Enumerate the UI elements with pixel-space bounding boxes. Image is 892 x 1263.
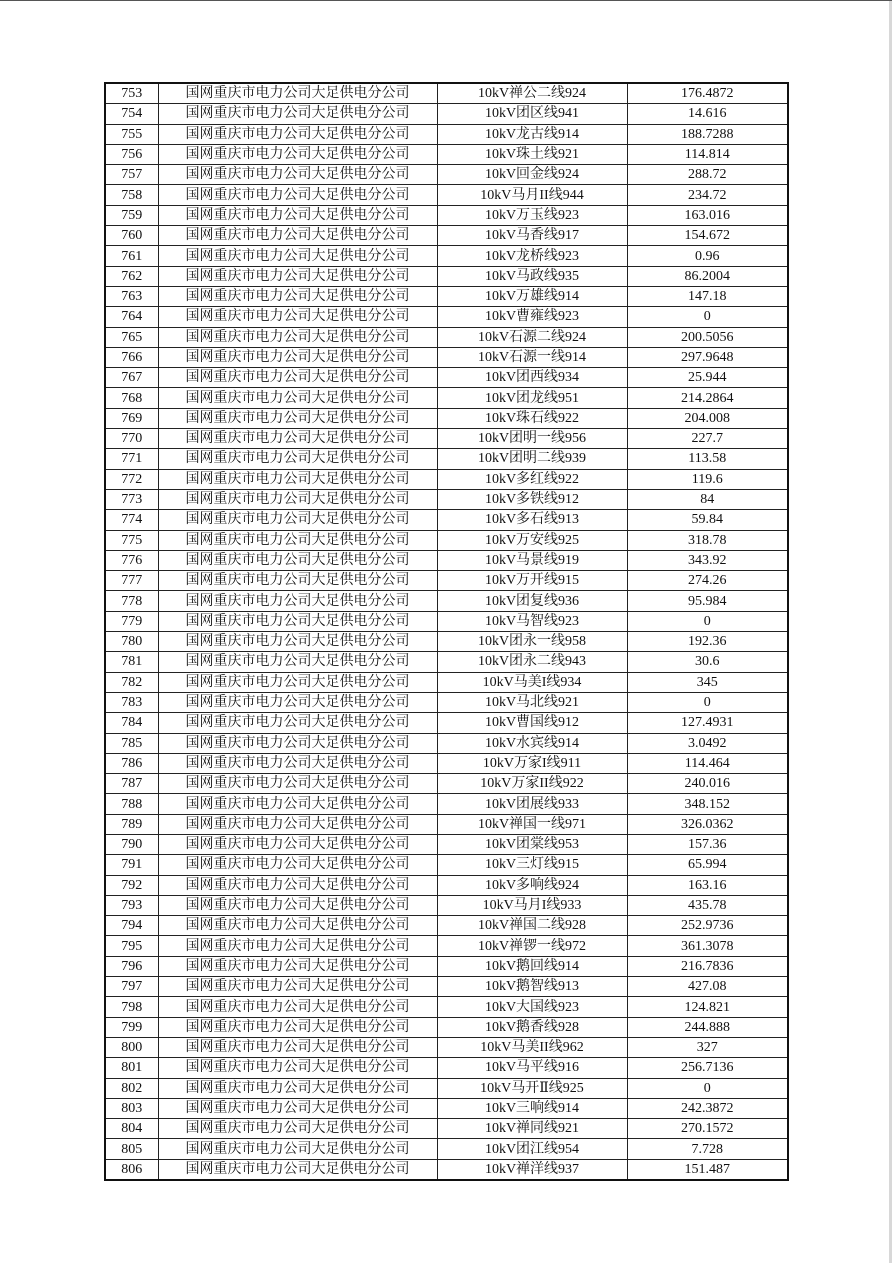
row-number-cell: 783 xyxy=(105,692,158,712)
company-name-cell: 国网重庆市电力公司大足供电分公司 xyxy=(158,408,437,428)
row-number-cell: 798 xyxy=(105,997,158,1017)
table-row xyxy=(105,307,788,327)
value-cell: 14.616 xyxy=(627,104,788,124)
line-name-cell: 10kV多铁线912 xyxy=(437,489,627,509)
line-name-cell: 10kV团棠线953 xyxy=(437,834,627,854)
line-name-cell: 10kV珠石线922 xyxy=(437,408,627,428)
company-name-cell: 国网重庆市电力公司大足供电分公司 xyxy=(158,632,437,652)
line-name-cell: 10kV龙古线914 xyxy=(437,124,627,144)
row-number-cell: 802 xyxy=(105,1078,158,1098)
value-cell: 147.18 xyxy=(627,286,788,306)
value-cell: 252.9736 xyxy=(627,916,788,936)
line-name-cell: 10kV马美II线962 xyxy=(437,1037,627,1057)
table-row xyxy=(105,550,788,570)
line-name-cell: 10kV团永一线958 xyxy=(437,632,627,652)
row-number-cell: 769 xyxy=(105,408,158,428)
line-name-cell: 10kV多石线913 xyxy=(437,510,627,530)
table-body xyxy=(105,83,788,1180)
line-name-cell: 10kV马美I线934 xyxy=(437,672,627,692)
row-number-cell: 794 xyxy=(105,916,158,936)
row-number-cell: 788 xyxy=(105,794,158,814)
value-cell: 7.728 xyxy=(627,1139,788,1159)
line-name-cell: 10kV团龙线951 xyxy=(437,388,627,408)
value-cell: 25.944 xyxy=(627,368,788,388)
row-number-cell: 785 xyxy=(105,733,158,753)
line-name-cell: 10kV水宾线914 xyxy=(437,733,627,753)
line-name-cell: 10kV团复线936 xyxy=(437,591,627,611)
company-name-cell: 国网重庆市电力公司大足供电分公司 xyxy=(158,368,437,388)
company-name-cell: 国网重庆市电力公司大足供电分公司 xyxy=(158,936,437,956)
company-name-cell: 国网重庆市电力公司大足供电分公司 xyxy=(158,855,437,875)
table-row xyxy=(105,774,788,794)
value-cell: 59.84 xyxy=(627,510,788,530)
table-row xyxy=(105,530,788,550)
row-number-cell: 768 xyxy=(105,388,158,408)
table-row xyxy=(105,266,788,286)
company-name-cell: 国网重庆市电力公司大足供电分公司 xyxy=(158,794,437,814)
table-row xyxy=(105,408,788,428)
line-name-cell: 10kV马景线919 xyxy=(437,550,627,570)
row-number-cell: 805 xyxy=(105,1139,158,1159)
row-number-cell: 795 xyxy=(105,936,158,956)
table-row xyxy=(105,368,788,388)
data-table xyxy=(104,82,789,1181)
line-name-cell: 10kV马月I线933 xyxy=(437,895,627,915)
value-cell: 176.4872 xyxy=(627,83,788,104)
company-name-cell: 国网重庆市电力公司大足供电分公司 xyxy=(158,733,437,753)
table-row xyxy=(105,713,788,733)
table-row xyxy=(105,124,788,144)
company-name-cell: 国网重庆市电力公司大足供电分公司 xyxy=(158,611,437,631)
company-name-cell: 国网重庆市电力公司大足供电分公司 xyxy=(158,226,437,246)
company-name-cell: 国网重庆市电力公司大足供电分公司 xyxy=(158,713,437,733)
line-name-cell: 10kV万安线925 xyxy=(437,530,627,550)
company-name-cell: 国网重庆市电力公司大足供电分公司 xyxy=(158,205,437,225)
table-row xyxy=(105,185,788,205)
value-cell: 274.26 xyxy=(627,571,788,591)
value-cell: 214.2864 xyxy=(627,388,788,408)
company-name-cell: 国网重庆市电力公司大足供电分公司 xyxy=(158,834,437,854)
row-number-cell: 767 xyxy=(105,368,158,388)
value-cell: 188.7288 xyxy=(627,124,788,144)
line-name-cell: 10kV马平线916 xyxy=(437,1058,627,1078)
table-row xyxy=(105,1119,788,1139)
company-name-cell: 国网重庆市电力公司大足供电分公司 xyxy=(158,571,437,591)
row-number-cell: 771 xyxy=(105,449,158,469)
company-name-cell: 国网重庆市电力公司大足供电分公司 xyxy=(158,429,437,449)
table-row xyxy=(105,672,788,692)
row-number-cell: 772 xyxy=(105,469,158,489)
table-row xyxy=(105,834,788,854)
line-name-cell: 10kV曹国线912 xyxy=(437,713,627,733)
line-name-cell: 10kV万家II线922 xyxy=(437,774,627,794)
value-cell: 163.16 xyxy=(627,875,788,895)
row-number-cell: 763 xyxy=(105,286,158,306)
value-cell: 154.672 xyxy=(627,226,788,246)
value-cell: 3.0492 xyxy=(627,733,788,753)
company-name-cell: 国网重庆市电力公司大足供电分公司 xyxy=(158,144,437,164)
company-name-cell: 国网重庆市电力公司大足供电分公司 xyxy=(158,916,437,936)
company-name-cell: 国网重庆市电力公司大足供电分公司 xyxy=(158,692,437,712)
value-cell: 343.92 xyxy=(627,550,788,570)
row-number-cell: 780 xyxy=(105,632,158,652)
line-name-cell: 10kV禅锣一线972 xyxy=(437,936,627,956)
line-name-cell: 10kV龙桥线923 xyxy=(437,246,627,266)
line-name-cell: 10kV石源一线914 xyxy=(437,347,627,367)
row-number-cell: 791 xyxy=(105,855,158,875)
value-cell: 244.888 xyxy=(627,1017,788,1037)
value-cell: 348.152 xyxy=(627,794,788,814)
company-name-cell: 国网重庆市电力公司大足供电分公司 xyxy=(158,753,437,773)
value-cell: 297.9648 xyxy=(627,347,788,367)
row-number-cell: 781 xyxy=(105,652,158,672)
line-name-cell: 10kV团明一线956 xyxy=(437,429,627,449)
line-name-cell: 10kV马开Ⅱ线925 xyxy=(437,1078,627,1098)
row-number-cell: 797 xyxy=(105,977,158,997)
table-row xyxy=(105,83,788,104)
company-name-cell: 国网重庆市电力公司大足供电分公司 xyxy=(158,977,437,997)
line-name-cell: 10kV马政线935 xyxy=(437,266,627,286)
row-number-cell: 765 xyxy=(105,327,158,347)
table-row xyxy=(105,388,788,408)
value-cell: 30.6 xyxy=(627,652,788,672)
value-cell: 124.821 xyxy=(627,997,788,1017)
table-row xyxy=(105,895,788,915)
company-name-cell: 国网重庆市电力公司大足供电分公司 xyxy=(158,1037,437,1057)
table-row xyxy=(105,916,788,936)
value-cell: 270.1572 xyxy=(627,1119,788,1139)
line-name-cell: 10kV万家I线911 xyxy=(437,753,627,773)
line-name-cell: 10kV大国线923 xyxy=(437,997,627,1017)
row-number-cell: 760 xyxy=(105,226,158,246)
company-name-cell: 国网重庆市电力公司大足供电分公司 xyxy=(158,814,437,834)
line-name-cell: 10kV万开线915 xyxy=(437,571,627,591)
row-number-cell: 758 xyxy=(105,185,158,205)
line-name-cell: 10kV三响线914 xyxy=(437,1098,627,1118)
value-cell: 0.96 xyxy=(627,246,788,266)
value-cell: 0 xyxy=(627,1078,788,1098)
value-cell: 113.58 xyxy=(627,449,788,469)
row-number-cell: 792 xyxy=(105,875,158,895)
value-cell: 234.72 xyxy=(627,185,788,205)
table-row xyxy=(105,1139,788,1159)
table-row xyxy=(105,1037,788,1057)
table-row xyxy=(105,814,788,834)
row-number-cell: 787 xyxy=(105,774,158,794)
line-name-cell: 10kV团西线934 xyxy=(437,368,627,388)
row-number-cell: 762 xyxy=(105,266,158,286)
company-name-cell: 国网重庆市电力公司大足供电分公司 xyxy=(158,246,437,266)
value-cell: 204.008 xyxy=(627,408,788,428)
value-cell: 256.7136 xyxy=(627,1058,788,1078)
value-cell: 192.36 xyxy=(627,632,788,652)
line-name-cell: 10kV马月II线944 xyxy=(437,185,627,205)
company-name-cell: 国网重庆市电力公司大足供电分公司 xyxy=(158,185,437,205)
company-name-cell: 国网重庆市电力公司大足供电分公司 xyxy=(158,165,437,185)
table-row xyxy=(105,226,788,246)
value-cell: 0 xyxy=(627,692,788,712)
value-cell: 157.36 xyxy=(627,834,788,854)
line-name-cell: 10kV回金线924 xyxy=(437,165,627,185)
value-cell: 326.0362 xyxy=(627,814,788,834)
line-name-cell: 10kV曹雍线923 xyxy=(437,307,627,327)
table-row xyxy=(105,104,788,124)
line-name-cell: 10kV万玉线923 xyxy=(437,205,627,225)
company-name-cell: 国网重庆市电力公司大足供电分公司 xyxy=(158,530,437,550)
company-name-cell: 国网重庆市电力公司大足供电分公司 xyxy=(158,469,437,489)
value-cell: 240.016 xyxy=(627,774,788,794)
company-name-cell: 国网重庆市电力公司大足供电分公司 xyxy=(158,1017,437,1037)
table-row xyxy=(105,875,788,895)
line-name-cell: 10kV团明二线939 xyxy=(437,449,627,469)
line-name-cell: 10kV石源二线924 xyxy=(437,327,627,347)
table-row xyxy=(105,144,788,164)
table-row xyxy=(105,1078,788,1098)
table-row xyxy=(105,936,788,956)
row-number-cell: 770 xyxy=(105,429,158,449)
line-name-cell: 10kV珠土线921 xyxy=(437,144,627,164)
row-number-cell: 784 xyxy=(105,713,158,733)
company-name-cell: 国网重庆市电力公司大足供电分公司 xyxy=(158,347,437,367)
table-row xyxy=(105,246,788,266)
value-cell: 163.016 xyxy=(627,205,788,225)
value-cell: 200.5056 xyxy=(627,327,788,347)
value-cell: 127.4931 xyxy=(627,713,788,733)
line-name-cell: 10kV鹅回线914 xyxy=(437,956,627,976)
value-cell: 288.72 xyxy=(627,165,788,185)
company-name-cell: 国网重庆市电力公司大足供电分公司 xyxy=(158,956,437,976)
table-row xyxy=(105,489,788,509)
company-name-cell: 国网重庆市电力公司大足供电分公司 xyxy=(158,1058,437,1078)
row-number-cell: 775 xyxy=(105,530,158,550)
company-name-cell: 国网重庆市电力公司大足供电分公司 xyxy=(158,550,437,570)
company-name-cell: 国网重庆市电力公司大足供电分公司 xyxy=(158,124,437,144)
table-row xyxy=(105,327,788,347)
value-cell: 361.3078 xyxy=(627,936,788,956)
company-name-cell: 国网重庆市电力公司大足供电分公司 xyxy=(158,1098,437,1118)
table-row xyxy=(105,977,788,997)
value-cell: 114.464 xyxy=(627,753,788,773)
line-name-cell: 10kV马智线923 xyxy=(437,611,627,631)
line-name-cell: 10kV多响线924 xyxy=(437,875,627,895)
company-name-cell: 国网重庆市电力公司大足供电分公司 xyxy=(158,1159,437,1180)
row-number-cell: 753 xyxy=(105,83,158,104)
table-row xyxy=(105,997,788,1017)
line-name-cell: 10kV马北线921 xyxy=(437,692,627,712)
line-name-cell: 10kV团展线933 xyxy=(437,794,627,814)
row-number-cell: 801 xyxy=(105,1058,158,1078)
value-cell: 119.6 xyxy=(627,469,788,489)
row-number-cell: 782 xyxy=(105,672,158,692)
row-number-cell: 799 xyxy=(105,1017,158,1037)
value-cell: 0 xyxy=(627,611,788,631)
line-name-cell: 10kV鹅香线928 xyxy=(437,1017,627,1037)
value-cell: 65.994 xyxy=(627,855,788,875)
table-row xyxy=(105,469,788,489)
company-name-cell: 国网重庆市电力公司大足供电分公司 xyxy=(158,286,437,306)
row-number-cell: 804 xyxy=(105,1119,158,1139)
company-name-cell: 国网重庆市电力公司大足供电分公司 xyxy=(158,83,437,104)
row-number-cell: 754 xyxy=(105,104,158,124)
row-number-cell: 764 xyxy=(105,307,158,327)
row-number-cell: 803 xyxy=(105,1098,158,1118)
row-number-cell: 806 xyxy=(105,1159,158,1180)
row-number-cell: 793 xyxy=(105,895,158,915)
line-name-cell: 10kV团永二线943 xyxy=(437,652,627,672)
value-cell: 435.78 xyxy=(627,895,788,915)
row-number-cell: 776 xyxy=(105,550,158,570)
row-number-cell: 759 xyxy=(105,205,158,225)
row-number-cell: 777 xyxy=(105,571,158,591)
company-name-cell: 国网重庆市电力公司大足供电分公司 xyxy=(158,449,437,469)
company-name-cell: 国网重庆市电力公司大足供电分公司 xyxy=(158,327,437,347)
table-row xyxy=(105,652,788,672)
row-number-cell: 796 xyxy=(105,956,158,976)
table-row xyxy=(105,286,788,306)
line-name-cell: 10kV万雄线914 xyxy=(437,286,627,306)
table-row xyxy=(105,1058,788,1078)
table-row xyxy=(105,205,788,225)
table-row xyxy=(105,1098,788,1118)
company-name-cell: 国网重庆市电力公司大足供电分公司 xyxy=(158,774,437,794)
company-name-cell: 国网重庆市电力公司大足供电分公司 xyxy=(158,1119,437,1139)
company-name-cell: 国网重庆市电力公司大足供电分公司 xyxy=(158,997,437,1017)
row-number-cell: 778 xyxy=(105,591,158,611)
line-name-cell: 10kV禅洋线937 xyxy=(437,1159,627,1180)
row-number-cell: 786 xyxy=(105,753,158,773)
table-row xyxy=(105,753,788,773)
value-cell: 0 xyxy=(627,307,788,327)
table-row xyxy=(105,611,788,631)
row-number-cell: 790 xyxy=(105,834,158,854)
company-name-cell: 国网重庆市电力公司大足供电分公司 xyxy=(158,672,437,692)
value-cell: 242.3872 xyxy=(627,1098,788,1118)
value-cell: 86.2004 xyxy=(627,266,788,286)
line-name-cell: 10kV团区线941 xyxy=(437,104,627,124)
value-cell: 114.814 xyxy=(627,144,788,164)
company-name-cell: 国网重庆市电力公司大足供电分公司 xyxy=(158,652,437,672)
value-cell: 345 xyxy=(627,672,788,692)
line-name-cell: 10kV马香线917 xyxy=(437,226,627,246)
row-number-cell: 761 xyxy=(105,246,158,266)
row-number-cell: 774 xyxy=(105,510,158,530)
table-row xyxy=(105,165,788,185)
line-name-cell: 10kV禅公二线924 xyxy=(437,83,627,104)
table-row xyxy=(105,347,788,367)
table-row xyxy=(105,449,788,469)
value-cell: 427.08 xyxy=(627,977,788,997)
table-row xyxy=(105,632,788,652)
table-row xyxy=(105,855,788,875)
row-number-cell: 789 xyxy=(105,814,158,834)
table-row xyxy=(105,1017,788,1037)
line-name-cell: 10kV禅同线921 xyxy=(437,1119,627,1139)
company-name-cell: 国网重庆市电力公司大足供电分公司 xyxy=(158,895,437,915)
line-name-cell: 10kV鹅智线913 xyxy=(437,977,627,997)
row-number-cell: 766 xyxy=(105,347,158,367)
line-name-cell: 10kV三灯线915 xyxy=(437,855,627,875)
table-row xyxy=(105,956,788,976)
value-cell: 84 xyxy=(627,489,788,509)
row-number-cell: 755 xyxy=(105,124,158,144)
row-number-cell: 779 xyxy=(105,611,158,631)
value-cell: 151.487 xyxy=(627,1159,788,1180)
table-row xyxy=(105,571,788,591)
table-row xyxy=(105,510,788,530)
row-number-cell: 757 xyxy=(105,165,158,185)
company-name-cell: 国网重庆市电力公司大足供电分公司 xyxy=(158,489,437,509)
value-cell: 227.7 xyxy=(627,429,788,449)
line-name-cell: 10kV禅国二线928 xyxy=(437,916,627,936)
table-row xyxy=(105,692,788,712)
value-cell: 216.7836 xyxy=(627,956,788,976)
line-name-cell: 10kV团江线954 xyxy=(437,1139,627,1159)
company-name-cell: 国网重庆市电力公司大足供电分公司 xyxy=(158,307,437,327)
company-name-cell: 国网重庆市电力公司大足供电分公司 xyxy=(158,1078,437,1098)
company-name-cell: 国网重庆市电力公司大足供电分公司 xyxy=(158,104,437,124)
company-name-cell: 国网重庆市电力公司大足供电分公司 xyxy=(158,875,437,895)
value-cell: 95.984 xyxy=(627,591,788,611)
table-row xyxy=(105,591,788,611)
table-row xyxy=(105,733,788,753)
line-name-cell: 10kV多红线922 xyxy=(437,469,627,489)
company-name-cell: 国网重庆市电力公司大足供电分公司 xyxy=(158,591,437,611)
value-cell: 327 xyxy=(627,1037,788,1057)
company-name-cell: 国网重庆市电力公司大足供电分公司 xyxy=(158,388,437,408)
company-name-cell: 国网重庆市电力公司大足供电分公司 xyxy=(158,510,437,530)
company-name-cell: 国网重庆市电力公司大足供电分公司 xyxy=(158,266,437,286)
table-row xyxy=(105,429,788,449)
table-row xyxy=(105,794,788,814)
row-number-cell: 756 xyxy=(105,144,158,164)
row-number-cell: 773 xyxy=(105,489,158,509)
table-row xyxy=(105,1159,788,1180)
row-number-cell: 800 xyxy=(105,1037,158,1057)
company-name-cell: 国网重庆市电力公司大足供电分公司 xyxy=(158,1139,437,1159)
line-name-cell: 10kV禅国一线971 xyxy=(437,814,627,834)
value-cell: 318.78 xyxy=(627,530,788,550)
